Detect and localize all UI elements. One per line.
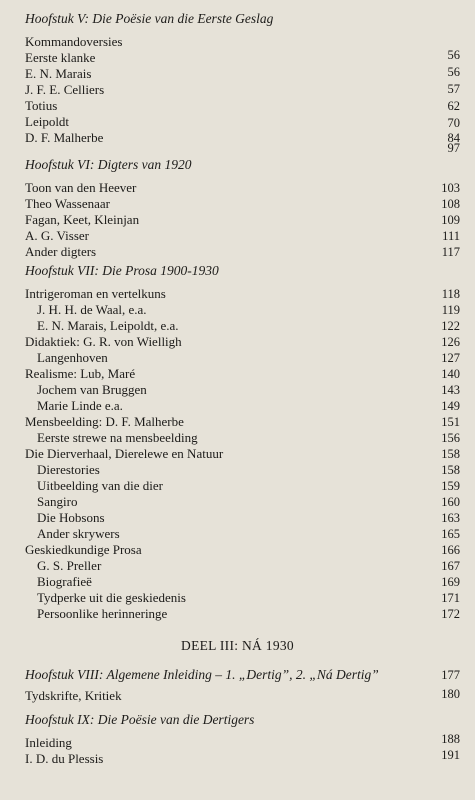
entry-label: Sangiro <box>37 494 78 509</box>
toc-entry <box>0 286 475 302</box>
entry-label: J. F. E. Celliers <box>25 82 105 97</box>
entry-label: Tydskrifte, Kritiek <box>25 688 122 703</box>
entry-page: 103 <box>441 181 460 195</box>
entry-label: E. N. Marais <box>25 66 92 81</box>
toc-entry <box>0 478 475 494</box>
entry-label: J. H. H. de Waal, e.a. <box>37 302 147 317</box>
entry-label: Mensbeelding: D. F. Malherbe <box>25 414 184 429</box>
chapter-heading <box>0 667 475 683</box>
chapter-title: Hoofstuk VIII: Algemene Inleiding – 1. „Dertig”, 2. „Ná Dertig” <box>25 667 379 682</box>
toc-entry <box>0 114 475 130</box>
toc-entry <box>0 98 475 114</box>
entry-label: I. D. du Plessis <box>25 751 104 766</box>
entry-page: 143 <box>441 383 460 397</box>
entry-label: Eerste klanke <box>25 50 96 65</box>
entry-label: Theo Wassenaar <box>25 196 110 211</box>
entry-label: Inleiding <box>25 735 72 750</box>
entry-page: 191 <box>441 748 460 762</box>
toc-entry <box>0 334 475 350</box>
chapter-heading <box>0 263 475 279</box>
entry-page: 70 <box>447 116 460 130</box>
entry-label: Biografieë <box>37 574 92 589</box>
entry-page: 140 <box>441 367 460 381</box>
toc-entry <box>0 350 475 366</box>
entry-label: G. S. Preller <box>37 558 102 573</box>
entry-label: Ander skrywers <box>37 526 120 541</box>
entry-page: 119 <box>441 303 460 317</box>
toc-entry <box>0 494 475 510</box>
toc-entry <box>0 140 475 156</box>
entry-label: Die Hobsons <box>37 510 105 525</box>
entry-page: 56 <box>447 48 460 62</box>
chapter-heading <box>0 11 475 27</box>
entry-label: D. F. Malherbe <box>25 130 104 145</box>
entry-page: 122 <box>441 319 460 333</box>
toc-entry <box>0 732 475 751</box>
entry-label: Marie Linde e.a. <box>37 398 123 413</box>
entry-label: Toon van den Heever <box>25 180 137 195</box>
entry-page: 62 <box>447 99 460 113</box>
chapter-title: Hoofstuk VI: Digters van 1920 <box>25 157 192 172</box>
entry-page: 97 <box>447 141 460 155</box>
entry-page: 56 <box>447 65 460 79</box>
entry-page: 117 <box>441 245 460 259</box>
toc-entry <box>0 748 475 767</box>
entry-label: Leipoldt <box>25 114 70 129</box>
toc-entry <box>0 446 475 462</box>
entry-page: 118 <box>441 287 460 301</box>
part-title: DEEL III: NÁ 1930 <box>181 638 294 653</box>
entry-page: 163 <box>441 511 460 525</box>
chapter-heading <box>0 712 475 728</box>
entry-label: Langenhoven <box>37 350 108 365</box>
entry-page: 158 <box>441 463 460 477</box>
entry-label: Totius <box>25 98 58 113</box>
entry-page: 158 <box>441 447 460 461</box>
entry-page: 108 <box>441 197 460 211</box>
entry-page: 111 <box>442 229 460 243</box>
entry-page: 156 <box>441 431 460 445</box>
toc-entry <box>0 462 475 478</box>
entry-label: Kommandoversies <box>25 34 123 49</box>
chapter-heading <box>0 157 475 173</box>
toc-entry <box>0 430 475 446</box>
entry-label: E. N. Marais, Leipoldt, e.a. <box>37 318 179 333</box>
toc-entry <box>0 590 475 606</box>
chapter-title: Hoofstuk V: Die Poësie van die Eerste Geslag <box>25 11 274 26</box>
toc-entry <box>0 302 475 318</box>
entry-label: Dierestories <box>37 462 100 477</box>
entry-page: 151 <box>441 415 460 429</box>
entry-page: 149 <box>441 399 460 413</box>
toc-entry <box>0 542 475 558</box>
entry-page: 109 <box>441 213 460 227</box>
toc-entry <box>0 688 475 704</box>
toc-entry <box>0 398 475 414</box>
entry-page: 84 <box>447 131 460 145</box>
toc-entry <box>0 510 475 526</box>
entry-page: 188 <box>441 732 460 746</box>
entry-label: Intrigeroman en vertelkuns <box>25 286 166 301</box>
entry-page: 180 <box>441 687 460 701</box>
entry-page: 165 <box>441 527 460 541</box>
chapter-title: Hoofstuk IX: Die Poësie van die Dertigers <box>25 712 255 727</box>
toc-entry <box>0 366 475 382</box>
toc-entry <box>0 414 475 430</box>
entry-label: Fagan, Keet, Kleinjan <box>25 212 140 227</box>
toc-entry <box>0 606 475 622</box>
toc-entry <box>0 66 475 82</box>
entry-page: 160 <box>441 495 460 509</box>
chapter-title: Hoofstuk VII: Die Prosa 1900-1930 <box>25 263 219 278</box>
toc-entry <box>0 82 475 98</box>
toc-entry <box>0 574 475 590</box>
entry-page: 166 <box>441 543 460 557</box>
entry-label: Uitbeelding van die dier <box>37 478 163 493</box>
entry-label: Geskiedkundige Prosa <box>25 542 142 557</box>
toc-entry <box>0 212 475 228</box>
entry-label: Jochem van Bruggen <box>37 382 147 397</box>
toc-entry <box>0 558 475 574</box>
entry-label: Die Dierverhaal, Dierelewe en Natuur <box>25 446 224 461</box>
entry-page: 126 <box>441 335 460 349</box>
toc-entry <box>0 196 475 212</box>
entry-label: Eerste strewe na mensbeelding <box>37 430 198 445</box>
toc-entry <box>0 526 475 542</box>
toc-entry <box>0 244 475 260</box>
entry-page: 159 <box>441 479 460 493</box>
entry-label: Persoonlike herinneringe <box>37 606 168 621</box>
toc-entry <box>0 228 475 244</box>
entry-page: 171 <box>441 591 460 605</box>
entry-page: 169 <box>441 575 460 589</box>
entry-page: 167 <box>441 559 460 573</box>
toc-entry <box>0 318 475 334</box>
toc-entry <box>0 382 475 398</box>
entry-label: Realisme: Lub, Maré <box>25 366 136 381</box>
part-heading <box>0 638 475 654</box>
toc-entry <box>0 50 475 66</box>
entry-page: 172 <box>441 607 460 621</box>
toc-entry <box>0 180 475 196</box>
entry-page: 57 <box>447 82 460 96</box>
toc-entry <box>0 34 475 50</box>
entry-label: A. G. Visser <box>25 228 89 243</box>
entry-label: Didaktiek: G. R. von Wielligh <box>25 334 182 349</box>
entry-page: 127 <box>441 351 460 365</box>
entry-label: Ander digters <box>25 244 97 259</box>
chapter-page: 177 <box>441 668 460 682</box>
entry-label: Tydperke uit die geskiedenis <box>37 590 186 605</box>
